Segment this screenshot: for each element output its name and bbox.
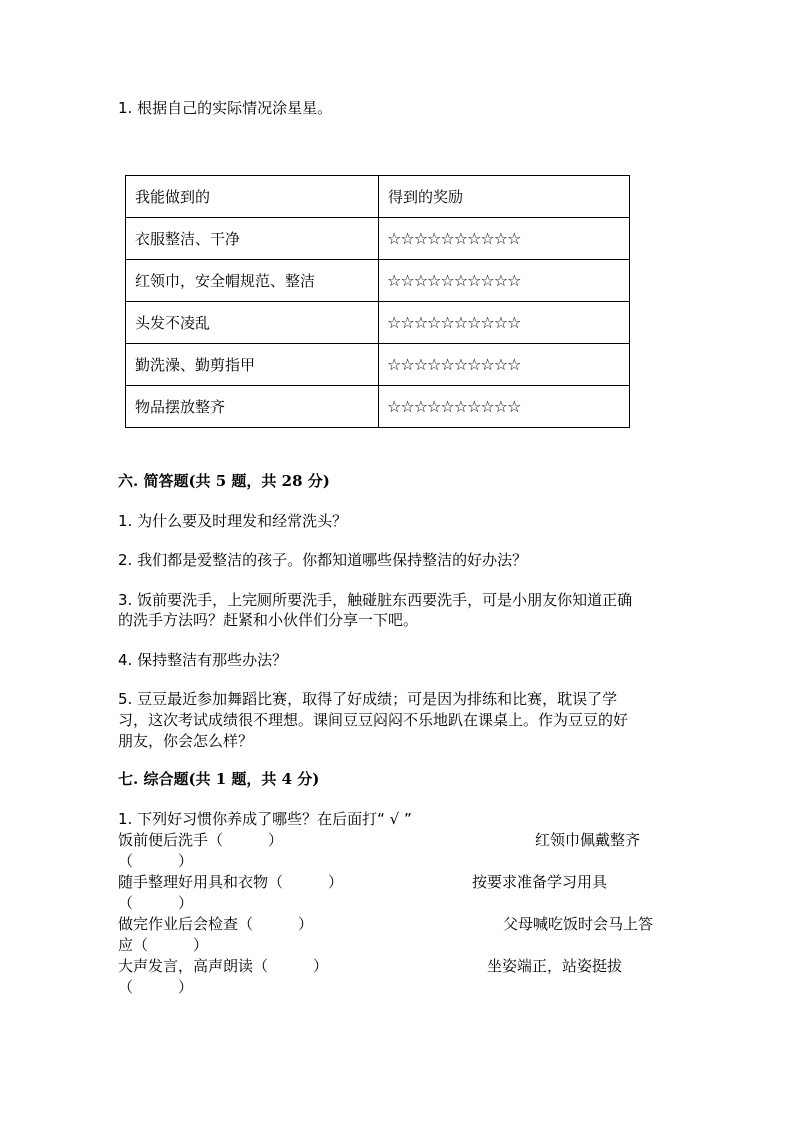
star-rating[interactable]: ☆☆☆☆☆☆☆☆☆☆ — [379, 386, 630, 428]
section-6-question-5-line-1: 5. 豆豆最近参加舞蹈比赛，取得了好成绩；可是因为排练和比赛，耽误了学 — [118, 690, 618, 708]
section-6-question-2: 2. 我们都是爱整洁的孩子。你都知道哪些保持整洁的好办法？ — [118, 551, 528, 569]
section-6-question-5-line-3: 朋友，你会怎么样？ — [118, 732, 254, 750]
star-rating[interactable]: ☆☆☆☆☆☆☆☆☆☆ — [379, 344, 630, 386]
table-header-row — [126, 176, 630, 218]
table-row — [126, 344, 630, 386]
table-row — [126, 218, 630, 260]
habit-left[interactable]: 随手整理好用具和衣物（ ） — [118, 873, 344, 891]
section-6-title: 六. 简答题(共 5 题，共 28 分) — [118, 472, 330, 490]
section-6-question-1: 1. 为什么要及时理发和经常洗头？ — [118, 512, 348, 530]
section-6-question-3-line-2: 的洗手方法吗？赶紧和小伙伴们分享一下吧。 — [118, 611, 419, 629]
habit-right: 父母喊吃饭时会马上答 — [503, 915, 654, 933]
table-header-cell: 我能做到的 — [126, 176, 379, 218]
section-6-question-4: 4. 保持整洁有那些办法？ — [118, 651, 288, 669]
table-row — [126, 302, 630, 344]
reward-table — [125, 175, 630, 428]
table-row — [126, 386, 630, 428]
table-header-cell: 得到的奖励 — [379, 176, 630, 218]
habit-right: 红领巾佩戴整齐 — [535, 831, 641, 849]
star-rating[interactable]: ☆☆☆☆☆☆☆☆☆☆ — [379, 218, 630, 260]
habit-left[interactable]: 饭前便后洗手（ ） — [118, 831, 284, 849]
table-row — [126, 260, 630, 302]
star-rating[interactable]: ☆☆☆☆☆☆☆☆☆☆ — [379, 260, 630, 302]
table-cell-item: 头发不凌乱 — [126, 302, 379, 344]
table-cell-item: 红领巾，安全帽规范、整洁 — [126, 260, 379, 302]
habit-right-blank[interactable]: （ ） — [118, 894, 194, 912]
section-7-title: 七. 综合题(共 1 题，共 4 分) — [118, 770, 320, 788]
habit-right-blank[interactable]: （ ） — [118, 852, 194, 870]
habit-left[interactable]: 做完作业后会检查（ ） — [118, 915, 314, 933]
habit-right: 按要求准备学习用具 — [472, 873, 608, 891]
star-rating[interactable]: ☆☆☆☆☆☆☆☆☆☆ — [379, 302, 630, 344]
table-cell-item: 勤洗澡、勤剪指甲 — [126, 344, 379, 386]
habit-right-blank[interactable]: 应（ ） — [118, 936, 209, 954]
habit-right-blank[interactable]: （ ） — [118, 978, 194, 996]
habit-right: 坐姿端正，站姿挺拔 — [487, 957, 623, 975]
table-cell-item: 物品摆放整齐 — [126, 386, 379, 428]
habit-left[interactable]: 大声发言，高声朗读（ ） — [118, 957, 329, 975]
section-6-question-3-line-1: 3. 饭前要洗手，上完厕所要洗手，触碰脏东西要洗手，可是小朋友你知道正确 — [118, 591, 633, 609]
section-6-question-5-line-2: 习，这次考试成绩很不理想。课间豆豆闷闷不乐地趴在课桌上。作为豆豆的好 — [118, 711, 629, 729]
section-7-question-1: 1. 下列好习惯你养成了哪些？在后面打“ √ ” — [118, 810, 412, 828]
table-cell-item: 衣服整洁、干净 — [126, 218, 379, 260]
question-1-title: 1. 根据自己的实际情况涂星星。 — [118, 99, 333, 117]
